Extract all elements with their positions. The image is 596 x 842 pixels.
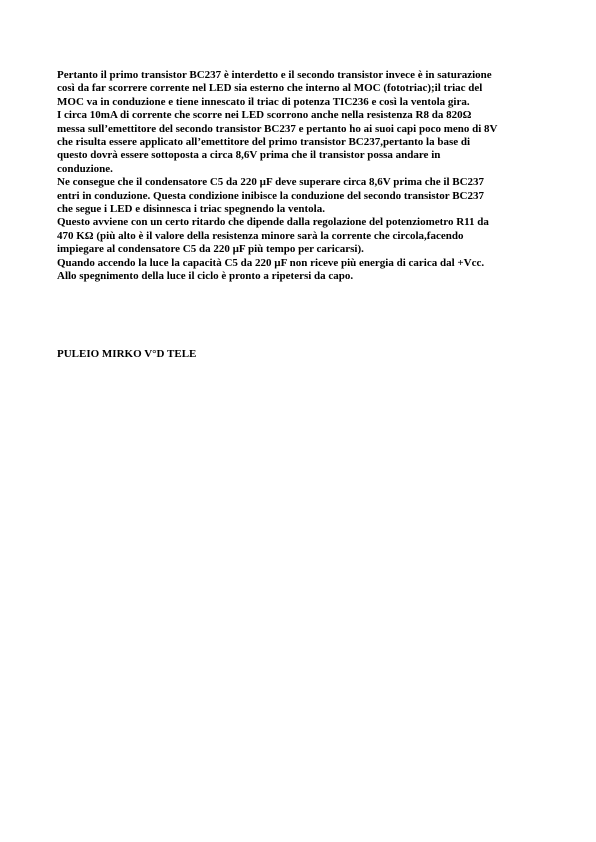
text-line: Quando accendo la luce la capacità C5 da 220 µF non riceve più energia di carica dal +Vcc. [57, 256, 485, 269]
text-line: I circa 10mA di corrente che scorre nei LED scorrono anche nella resistenza R8 da 820Ω [57, 109, 472, 122]
text-line: Ne consegue che il condensatore C5 da 220 µF deve superare circa 8,6V prima che il BC237 [57, 176, 485, 189]
text-line: che risulta essere applicato all’emettitore del primo transistor BC237,pertanto la base di [57, 136, 471, 149]
text-line: che segue i LED e disinnesca i triac spegnendo la ventola. [57, 203, 325, 216]
text-line: così da far scorrere corrente nel LED sia esterno che interno al MOC (fototriac);il triac del [57, 82, 483, 95]
text-line: messa sull’emettitore del secondo transistor BC237 e pertanto ho ai suoi capi poco meno di 8V [57, 122, 498, 135]
text-line: conduzione. [57, 162, 113, 175]
text-line: Allo spegnimento della luce il ciclo è pronto a ripetersi da capo. [57, 270, 354, 283]
text-line: Questo avviene con un certo ritardo che dipende dalla regolazione del potenziometro R11 da [57, 216, 489, 229]
text-line: impiegare al condensatore C5 da 220 µF più tempo per caricarsi). [57, 243, 364, 256]
text-line: MOC va in conduzione e tiene innescato il triac di potenza TIC236 e così la ventola gira. [57, 95, 470, 108]
text-line: entri in conduzione. Questa condizione inibisce la conduzione del secondo transistor BC237 [57, 189, 484, 202]
text-line: 470 KΩ (più alto è il valore della resistenza minore sarà la corrente che circola,facendo [57, 229, 464, 242]
author-signature: PULEIO MIRKO V°D TELE [57, 348, 197, 360]
body-paragraph [57, 69, 557, 284]
text-line: Pertanto il primo transistor BC237 è interdetto e il secondo transistor invece è in saturazione [57, 69, 492, 81]
text-line: questo dovrà essere sottoposta a circa 8,6V prima che il transistor possa andare in [57, 149, 441, 162]
